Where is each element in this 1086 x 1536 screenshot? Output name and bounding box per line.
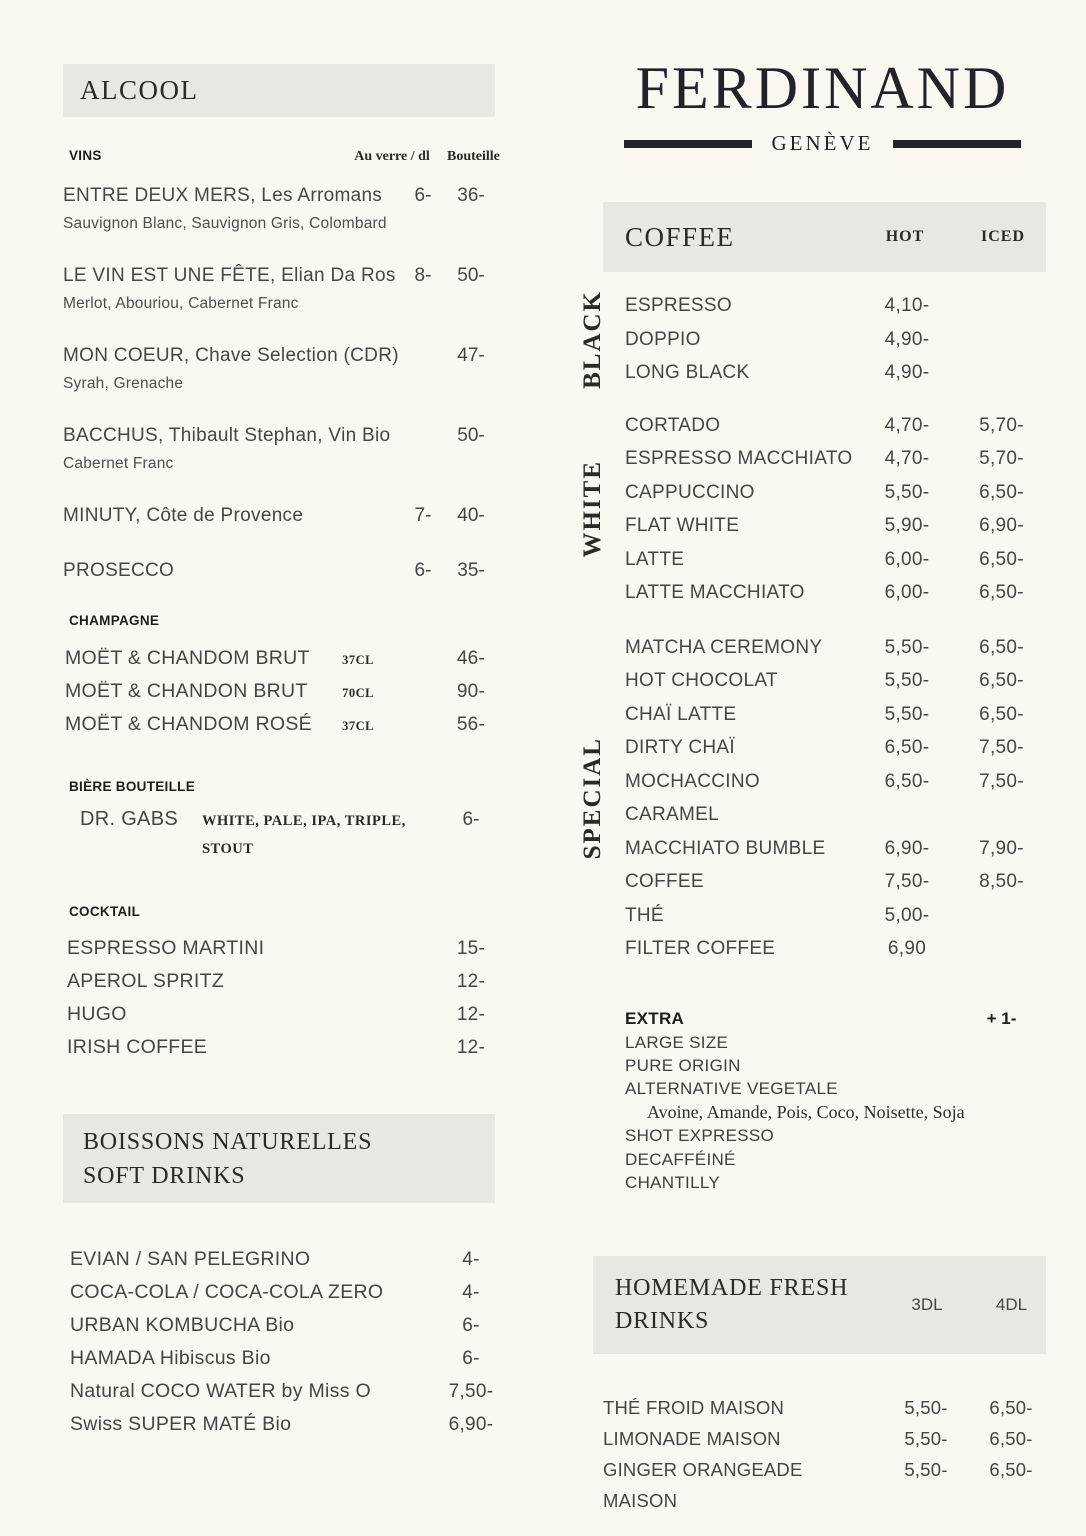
price-iced: 7,90- [979,837,1024,859]
price-hot: 4,90- [884,362,930,383]
soft-drinks-list [63,1243,495,1441]
logo-bar-right [893,140,1021,148]
cocktail-name: APEROL SPRITZ [67,970,225,992]
price: 6- [462,1315,480,1336]
coffee-name: HOT CHOCOLAT [625,670,778,691]
champagne-item [63,676,495,709]
price: 7,50- [448,1381,494,1402]
coffee-item [625,543,1046,577]
coffee-name: FILTER COFFEE [625,938,776,959]
champagne-item [63,709,495,742]
homemade-name: LIMONADE MAISON [603,1428,781,1450]
champagne-name: MOËT & CHANDON BRUT [65,680,308,702]
soft-drink-item [63,1276,495,1309]
homemade-name: GINGER ORANGEADE MAISON [603,1459,803,1512]
coffee-name: MOCHACCINO CARAMEL [625,770,760,825]
extra-item: SHOT EXPRESSO [625,1126,775,1146]
cocktail-label: COCKTAIL [69,904,141,919]
cocktail-item [63,932,495,965]
coffee-item [625,356,1046,390]
soft-drink-name: Natural COCO WATER by Miss O [70,1380,371,1402]
price: 6,90- [448,1414,494,1435]
wine-item [63,423,495,474]
soft-drink-item [63,1375,495,1408]
cocktail-item [63,1031,495,1064]
coffee-name: ESPRESSO [625,295,732,316]
champagne-name: MOËT & CHANDOM ROSÉ [65,713,312,735]
price: 12- [456,1004,486,1025]
alcool-section-header [63,64,495,117]
coffee-name: DIRTY CHAÏ [625,737,735,758]
coffee-item [625,731,1046,765]
cocktail-list [63,932,495,1064]
wine-grapes: Cabernet Franc [63,455,174,472]
price-iced: 5,70- [979,414,1024,436]
coffee-name: MATCHA CEREMONY [625,636,823,658]
price-hot: 6,90 [887,938,927,959]
coffee-group-white [560,409,1046,610]
coffee-name: CAPPUCCINO [625,481,755,503]
extra-label: EXTRA [625,1008,685,1028]
wine-name: LE VIN EST UNE FÊTE, Elian Da Ros [63,265,396,286]
coffee-group-black [560,289,1046,390]
coffee-group-special [560,631,1046,966]
alcool-column [63,0,500,1441]
coffee-item [625,932,1046,966]
column-header-3dl: 3DL [911,1295,943,1315]
price-iced: 6,50- [979,582,1024,603]
coffee-item [625,631,1046,665]
extra-section [625,1007,1046,1195]
coffee-item [625,409,1046,443]
soft-drinks-section-header [63,1114,495,1203]
coffee-name: LONG BLACK [625,362,750,383]
price: 56- [456,714,486,735]
bottle-size: 37CL [342,653,374,667]
soft-drink-item [63,1243,495,1276]
wines-header-row [63,148,500,170]
price-glass: 6- [414,560,432,581]
coffee-item [625,476,1046,510]
coffee-name: CHAÏ LATTE [625,703,737,725]
homemade-item [603,1454,1046,1516]
price: 6- [462,809,480,830]
homemade-item [603,1392,1046,1423]
price-hot: 5,50- [884,481,930,503]
price-4dl: 6,50- [989,1428,1033,1450]
price-hot: 6,50- [884,770,930,792]
coffee-item [625,323,1046,357]
price-iced: 6,50- [979,636,1024,658]
price-iced: 7,50- [979,770,1024,792]
champagne-item [63,643,495,676]
price-iced: 8,50- [979,871,1024,892]
coffee-name: MACCHIATO BUMBLE [625,837,826,859]
alcool-title: ALCOOL [80,75,199,105]
group-label-special: SPECIAL [578,736,606,860]
coffee-item [625,664,1046,698]
column-header-hot: HOT [885,228,925,245]
price-bottle: 35- [457,560,485,581]
price-iced: 6,90- [979,515,1024,536]
champagne-list [63,643,495,742]
soft-drink-name: EVIAN / SAN PELEGRINO [70,1248,311,1270]
price-glass: 6- [414,185,432,206]
price-hot: 7,50- [884,871,930,892]
price-iced: 6,50- [979,481,1024,503]
price-3dl: 5,50- [904,1459,948,1481]
wine-name: MON COEUR, Chave Selection (CDR) [63,345,399,366]
price-3dl: 5,50- [904,1428,948,1450]
cocktail-item [63,998,495,1031]
soft-drink-item [63,1309,495,1342]
price-iced: 6,50- [979,703,1024,725]
column-header-iced: ICED [980,228,1025,245]
price-hot: 6,00- [884,582,930,603]
coffee-item [625,899,1046,933]
price-hot: 4,70- [884,448,930,469]
logo-bar-left [624,140,752,148]
beer-item [63,805,495,863]
extra-alt-milk-options: Avoine, Amande, Pois, Coco, Noisette, Soja [647,1101,965,1122]
beer-name: DR. GABS [80,808,178,830]
soft-drink-name: URBAN KOMBUCHA Bio [70,1314,295,1336]
coffee-name: COFFEE [625,871,704,892]
coffee-item [625,698,1046,732]
homemade-section-header [593,1256,1046,1354]
coffee-name: ESPRESSO MACCHIATO [625,448,853,469]
price-bottle: 47- [457,345,485,366]
group-label-white: WHITE [578,460,606,558]
wine-grapes: Merlot, Abouriou, Cabernet Franc [63,295,299,312]
brand-logo [610,55,1035,156]
wine-item [63,503,495,529]
coffee-item [625,442,1046,476]
coffee-name: DOPPIO [625,328,701,350]
coffee-column [560,0,1046,1516]
coffee-name: LATTE [625,548,685,570]
coffee-item [625,509,1046,543]
wine-item [63,183,495,234]
wine-name: MINUTY, Côte de Provence [63,505,304,526]
price: 4- [462,1249,480,1270]
beer-label: BIÈRE BOUTEILLE [69,779,196,794]
coffee-item [625,576,1046,610]
extra-item: CHANTILLY [625,1172,720,1192]
price-4dl: 6,50- [989,1397,1033,1419]
price: 46- [456,648,486,669]
price-iced: 6,50- [979,548,1024,570]
price-hot: 5,50- [884,670,930,691]
soft-drink-name: HAMADA Hibiscus Bio [70,1347,271,1369]
coffee-item [625,765,1046,832]
price: 4- [462,1282,480,1303]
extra-item: PURE ORIGIN [625,1055,741,1075]
bottle-size: 70CL [342,686,374,700]
homemade-title-line1: HOMEMADE FRESH [615,1275,849,1302]
coffee-title: COFFEE [625,221,735,252]
price-iced: 7,50- [979,737,1024,758]
price-glass: 7- [414,505,432,526]
price-iced: 6,50- [979,670,1024,691]
price-hot: 6,00- [884,548,930,570]
extra-item: LARGE SIZE [625,1032,729,1052]
coffee-name: FLAT WHITE [625,515,740,536]
price: 12- [456,971,486,992]
coffee-section-header [603,202,1046,272]
coffee-name: LATTE MACCHIATO [625,582,805,603]
soft-drinks-title-line2: SOFT DRINKS [83,1163,246,1189]
coffee-item [625,865,1046,899]
wines-label: VINS [69,148,102,163]
price: 6- [462,1348,480,1369]
wine-list [63,183,495,584]
group-label-black: BLACK [578,289,606,389]
homemade-list [603,1392,1046,1516]
wine-grapes: Syrah, Grenache [63,375,184,392]
extra-item: ALTERNATIVE VEGETALE [625,1079,838,1099]
coffee-name: CORTADO [625,414,721,436]
price-3dl: 5,50- [904,1397,948,1419]
soft-drink-name: Swiss SUPER MATÉ Bio [70,1413,292,1435]
column-header-bottle: Bouteille [447,149,500,164]
price-bottle: 50- [457,425,485,446]
wine-grapes: Sauvignon Blanc, Sauvignon Gris, Colombard [63,215,387,232]
price-4dl: 6,50- [989,1459,1033,1481]
price-hot: 5,50- [884,636,930,658]
price-hot: 4,70- [884,414,930,436]
soft-drinks-title-line1: BOISSONS NATURELLES [83,1129,373,1155]
price-hot: 6,50- [884,737,930,758]
champagne-label: CHAMPAGNE [69,613,160,628]
wine-item [63,558,495,584]
homemade-item [603,1423,1046,1454]
price-hot: 5,00- [884,904,930,926]
price-iced: 5,70- [979,448,1024,469]
brand-city: GENÈVE [771,131,874,155]
soft-drink-item [63,1408,495,1441]
price-hot: 5,90- [884,515,930,536]
column-header-4dl: 4DL [995,1295,1028,1315]
cocktail-name: HUGO [67,1003,127,1025]
coffee-item [625,289,1046,323]
price-glass: 8- [414,265,432,286]
homemade-name: THÉ FROID MAISON [603,1397,785,1419]
price: 12- [456,1037,486,1058]
bottle-size: 37CL [342,719,374,733]
cocktail-name: ESPRESSO MARTINI [67,937,265,959]
price-hot: 5,50- [884,703,930,725]
price-hot: 4,90- [884,328,930,350]
homemade-title-line2: DRINKS [615,1308,710,1335]
price-bottle: 40- [457,505,485,526]
extra-price: + 1- [986,1008,1017,1028]
price: 90- [456,681,486,702]
wine-item [63,343,495,394]
brand-name: FERDINAND [635,55,1010,121]
wine-name: ENTRE DEUX MERS, Les Arromans [63,185,383,206]
price-bottle: 50- [457,265,485,286]
extra-item: DECAFFÉINÉ [625,1149,736,1169]
column-header-glass: Au verre / dl [354,149,430,164]
champagne-name: MOËT & CHANDOM BRUT [65,647,310,669]
coffee-item [625,832,1046,866]
wine-name: BACCHUS, Thibault Stephan, Vin Bio [63,425,391,446]
wine-item [63,263,495,314]
soft-drink-name: COCA-COLA / COCA-COLA ZERO [70,1281,384,1303]
price-hot: 6,90- [884,837,930,859]
coffee-name: THÉ [625,904,664,926]
beer-styles: WHITE, PALE, IPA, TRIPLE, STOUT [201,813,406,857]
price-bottle: 36- [457,185,485,206]
price: 15- [456,938,486,959]
cocktail-name: IRISH COFFEE [67,1036,208,1058]
price-hot: 4,10- [884,295,930,316]
soft-drink-item [63,1342,495,1375]
wine-name: PROSECCO [63,560,175,581]
cocktail-item [63,965,495,998]
